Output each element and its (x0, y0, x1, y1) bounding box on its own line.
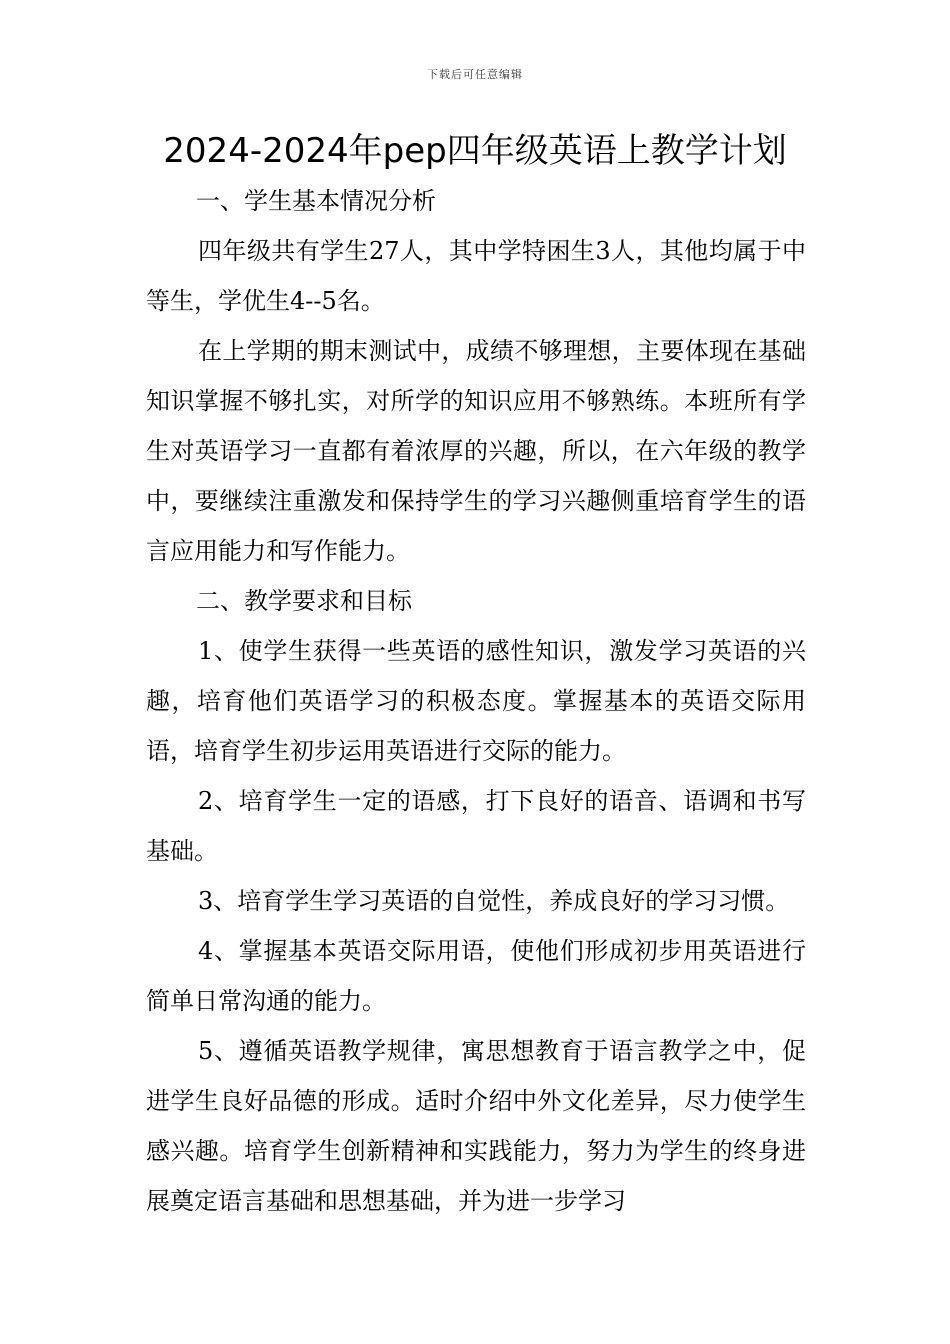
goal-item-5: 5、遵循英语教学规律，寓思想教育于语言教学之中，促进学生良好品德的形成。适时介绍中外文化差异，尽力使学生感兴趣。培育学生创新精神和实践能力，努力为学生的终身进展奠定语言基础和思想基础，并为进一步学习 (146, 1037, 806, 1215)
goal-item-4: 4、掌握基本英语交际用语，使他们形成初步用英语进行简单日常沟通的能力。 (146, 937, 806, 1015)
document-title: 2024-2024年pep四年级英语上教学计划 (163, 131, 787, 171)
section-heading-1: 一、学生基本情况分析 (196, 187, 436, 215)
goal-item-2: 2、培育学生一定的语感，打下良好的语音、语调和书写基础。 (146, 787, 806, 865)
paragraph-last-term: 在上学期的期末测试中，成绩不够理想，主要体现在基础知识掌握不够扎实，对所学的知识应用不够熟练。本班所有学生对英语学习一直都有着浓厚的兴趣，所以，在六年级的教学中，要继续注重激发和保持学生的学习兴趣侧重培育学生的语言应用能力和写作能力。 (146, 337, 806, 565)
document-body (146, 176, 806, 1226)
section-heading-2: 二、教学要求和目标 (196, 587, 412, 615)
header-note: 下载后可任意编辑 (427, 68, 523, 81)
goal-item-3: 3、培育学生学习英语的自觉性，养成良好的学习习惯。 (198, 887, 790, 915)
goal-item-1: 1、使学生获得一些英语的感性知识，激发学习英语的兴趣，培育他们英语学习的积极态度。掌握基本的英语交际用语，培育学生初步运用英语进行交际的能力。 (146, 637, 806, 765)
paragraph-student-count: 四年级共有学生27人，其中学特困生3人，其他均属于中等生，学优生4--5名。 (146, 237, 806, 315)
